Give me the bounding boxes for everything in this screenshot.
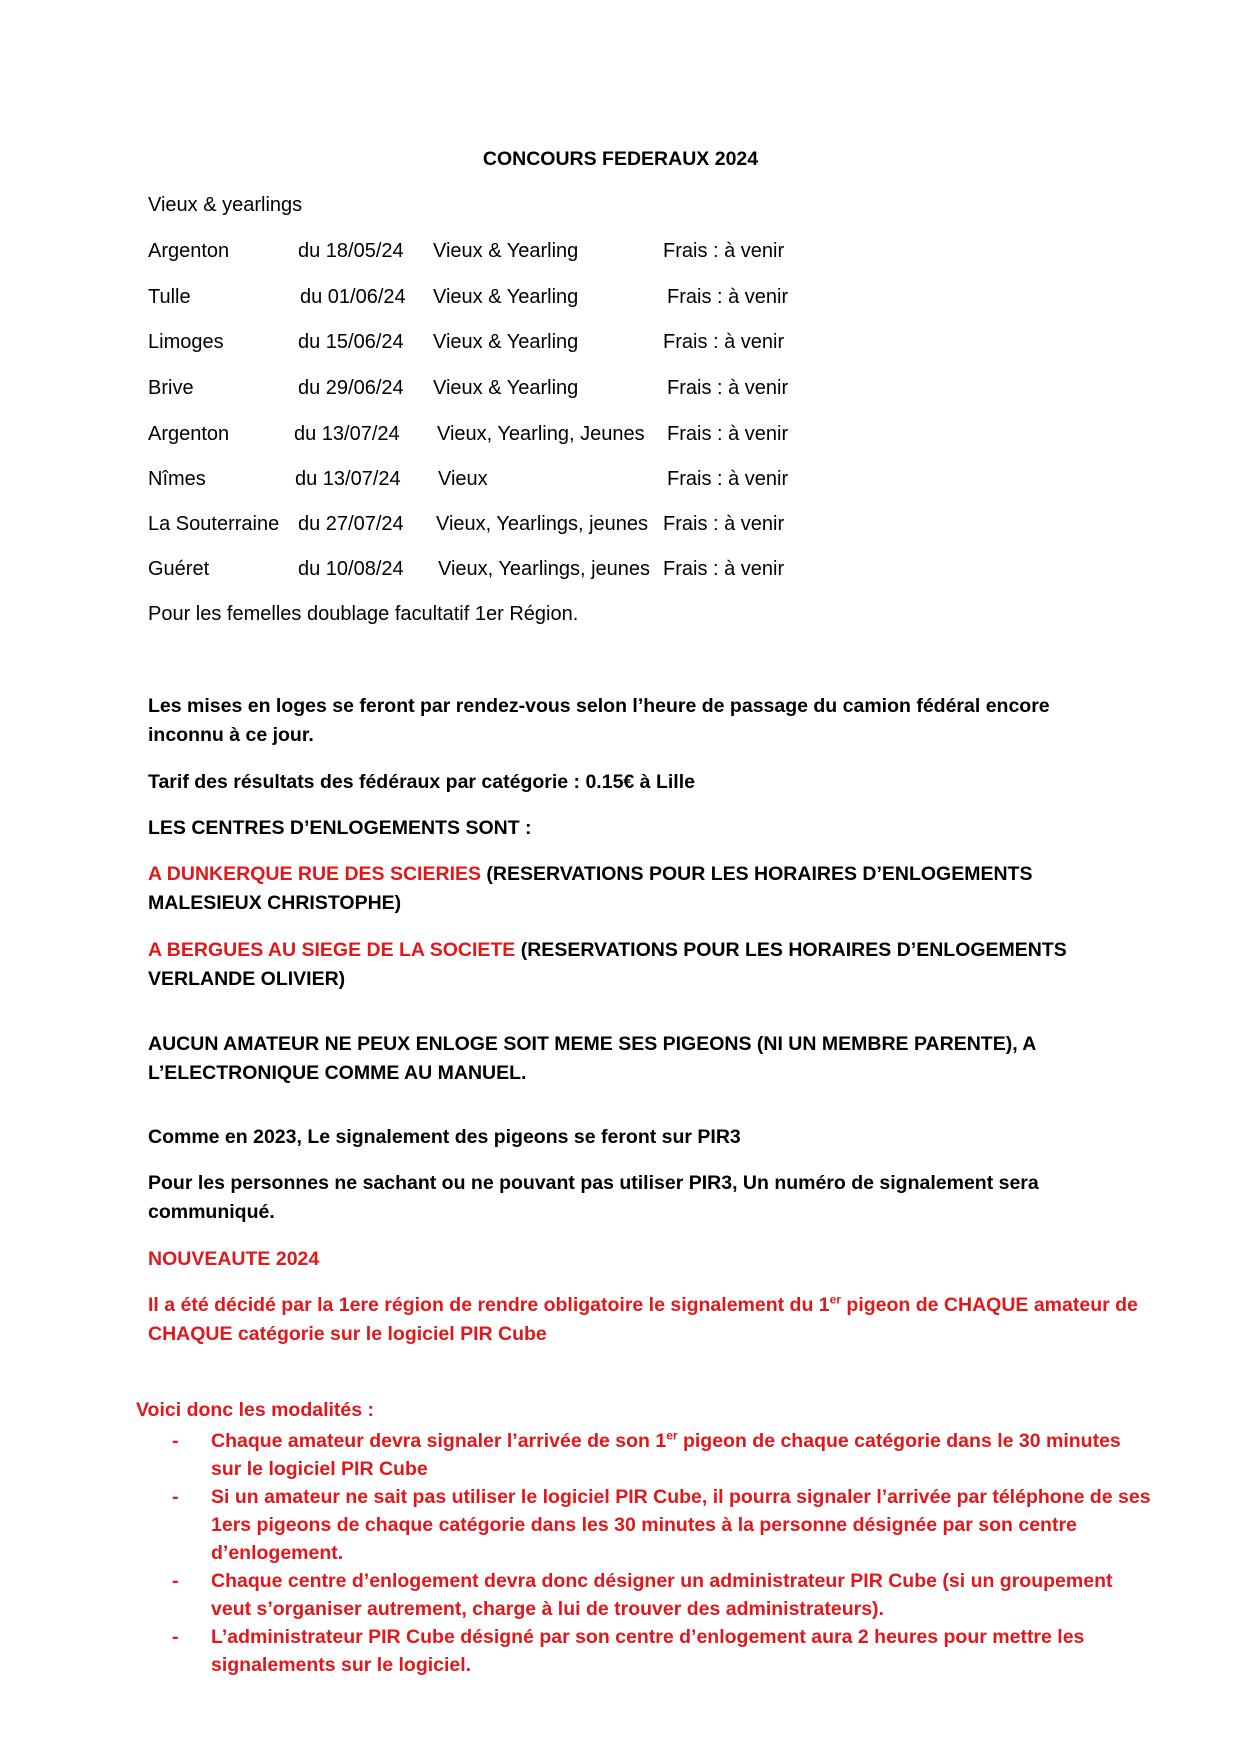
race-fees: Frais : à venir (667, 377, 789, 399)
decision-superscript: er (829, 1292, 841, 1307)
race-date: du 15/06/24 (298, 331, 404, 353)
race-fees: Frais : à venir (663, 513, 785, 535)
race-fees: Frais : à venir (663, 331, 785, 353)
modalite-2: Si un amateur ne sait pas utiliser le logiciel PIR Cube, il pourra signaler l’arrivée par téléphone de ses 1ers pigeons de chaque catégorie dans les 30 minutes à la personne désignée par son centre d’enlogement. (211, 1486, 1151, 1564)
section-subtitle: Vieux & yearlings (148, 194, 303, 216)
race-categories: Vieux, Yearlings, jeunes (438, 558, 651, 580)
race-row (0, 558, 1241, 586)
nouveaute-heading: NOUVEAUTE 2024 (148, 1248, 320, 1270)
race-city: Argenton (148, 423, 230, 445)
document-title: CONCOURS FEDERAUX 2024 (482, 148, 759, 170)
race-date: du 13/07/24 (295, 468, 401, 490)
race-row (0, 240, 1241, 268)
bullet-dash: - (172, 1570, 179, 1592)
race-categories: Vieux, Yearling, Jeunes (437, 423, 645, 445)
race-fees: Frais : à venir (663, 558, 785, 580)
race-categories: Vieux, Yearlings, jeunes (436, 513, 649, 535)
race-fees: Frais : à venir (667, 286, 789, 308)
centres-heading: LES CENTRES D’ENLOGEMENTS SONT : (148, 817, 532, 839)
race-city: La Souterraine (148, 513, 280, 535)
females-note: Pour les femelles doublage facultatif 1er Région. (148, 603, 579, 625)
race-city: Guéret (148, 558, 210, 580)
race-row (0, 423, 1241, 451)
list-item (0, 1623, 1151, 1679)
decision-text-end: pigeon de CHAQUE amateur de CHAQUE catégorie sur le logiciel PIR Cube (148, 1294, 1138, 1345)
modalite-3: Chaque centre d’enlogement devra donc désigner un administrateur PIR Cube (si un groupement veut s’organiser autrement, charge à lui de trouver des administrateurs). (211, 1570, 1113, 1620)
modalite-1-start: Chaque amateur devra signaler l’arrivée de son 1 (211, 1430, 667, 1452)
race-city: Limoges (148, 331, 224, 353)
centre-dunkerque-reservation: (RESERVATIONS POUR LES HORAIRES D’ENLOGEMENTS MALESIEUX CHRISTOPHE) (148, 863, 1033, 914)
race-fees: Frais : à venir (667, 423, 789, 445)
race-city: Brive (148, 377, 194, 399)
centre-dunkerque-location: A DUNKERQUE RUE DES SCIERIES (148, 863, 481, 885)
race-city: Nîmes (148, 468, 206, 490)
centre-dunkerque (148, 860, 1108, 918)
centre-bergues-location: A BERGUES AU SIEGE DE LA SOCIETE (148, 939, 516, 961)
race-categories: Vieux (438, 468, 488, 490)
race-categories: Vieux & Yearling (433, 240, 579, 262)
race-categories: Vieux & Yearling (433, 286, 579, 308)
race-row (0, 468, 1241, 496)
decision-paragraph (148, 1291, 1148, 1349)
race-date: du 13/07/24 (294, 423, 400, 445)
modalites-list (0, 1427, 1241, 1679)
race-categories: Vieux & Yearling (433, 377, 579, 399)
race-date: du 18/05/24 (298, 240, 404, 262)
race-date: du 10/08/24 (298, 558, 404, 580)
modalite-1-end: pigeon de chaque catégorie dans le 30 minutes sur le logiciel PIR Cube (211, 1430, 1121, 1480)
race-date: du 27/07/24 (298, 513, 404, 535)
race-city: Argenton (148, 240, 230, 262)
centre-bergues (148, 936, 1108, 994)
race-row (0, 331, 1241, 359)
race-city: Tulle (148, 286, 191, 308)
list-item (0, 1567, 1151, 1623)
bullet-dash: - (172, 1626, 179, 1648)
modalites-heading: Voici donc les modalités : (136, 1399, 375, 1421)
modalite-1-superscript: er (666, 1428, 678, 1443)
race-fees: Frais : à venir (667, 468, 789, 490)
centre-bergues-reservation: (RESERVATIONS POUR LES HORAIRES D’ENLOGEMENTS VERLANDE OLIVIER) (148, 939, 1067, 990)
aucun-amateur-paragraph: AUCUN AMATEUR NE PEUX ENLOGE SOIT MEME SES PIGEONS (NI UN MEMBRE PARENTE), A L’ELECTRONIQUE COMME AU MANUEL. (148, 1033, 1036, 1084)
race-date: du 01/06/24 (300, 286, 406, 308)
tarif-paragraph: Tarif des résultats des fédéraux par catégorie : 0.15€ à Lille (148, 771, 695, 793)
decision-text-start: Il a été décidé par la 1ere région de rendre obligatoire le signalement du 1 (148, 1294, 830, 1316)
personnes-paragraph: Pour les personnes ne sachant ou ne pouvant pas utiliser PIR3, Un numéro de signalement sera communiqué. (148, 1172, 1039, 1223)
race-row (0, 377, 1241, 405)
race-row (0, 286, 1241, 314)
bullet-dash: - (172, 1430, 179, 1452)
race-row (0, 513, 1241, 541)
list-item (0, 1483, 1151, 1567)
bullet-dash: - (172, 1486, 179, 1508)
race-categories: Vieux & Yearling (433, 331, 579, 353)
signalement-paragraph: Comme en 2023, Le signalement des pigeons se feront sur PIR3 (148, 1126, 741, 1148)
race-date: du 29/06/24 (298, 377, 404, 399)
modalite-4: L’administrateur PIR Cube désigné par son centre d’enlogement aura 2 heures pour mettre les signalements sur le logiciel. (211, 1626, 1085, 1676)
list-item (0, 1427, 1151, 1483)
race-fees: Frais : à venir (663, 240, 785, 262)
mises-en-loges-paragraph: Les mises en loges se feront par rendez-vous selon l’heure de passage du camion fédéral encore inconnu à ce jour. (148, 695, 1050, 746)
